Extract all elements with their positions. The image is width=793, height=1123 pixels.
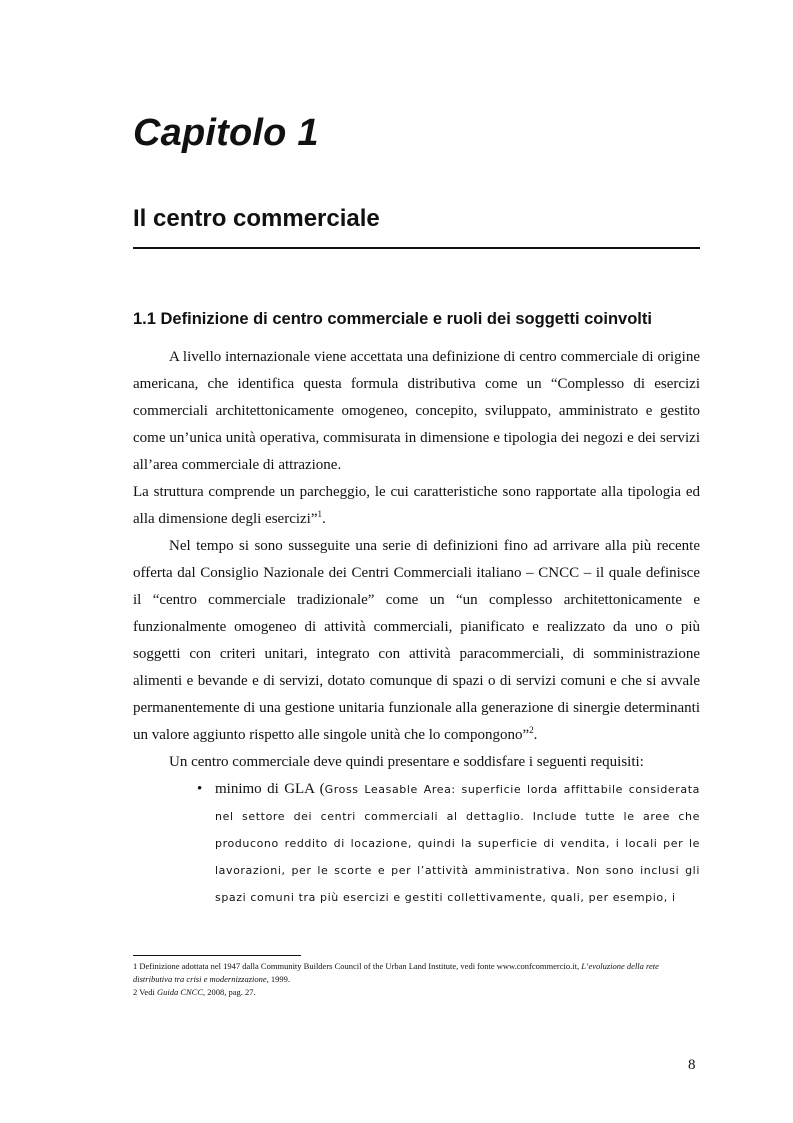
page-number: 8 bbox=[688, 1057, 696, 1073]
requirements-list bbox=[133, 776, 700, 911]
paragraph-2-end: . bbox=[322, 511, 326, 527]
paragraph-2-text: La struttura comprende un parcheggio, le cui caratteristiche sono rapportate alla tipologia ed alla dimensione degli esercizi” bbox=[133, 484, 700, 527]
list-item bbox=[133, 776, 700, 911]
footnotes bbox=[133, 960, 700, 999]
paragraph-3-end: . bbox=[533, 727, 538, 743]
body-text bbox=[133, 344, 700, 911]
footnote-1 bbox=[133, 960, 700, 986]
paragraph-1: A livello internazionale viene accettata una definizione di centro commerciale di origine americana, che identifica questa formula distributiva come un “Complesso di esercizi commerciali architettonicamente omogeneo, concepito, sviluppato, amministrato e gestito come un’unica unità operativa, commisurata in dimensione e tipologia dei negozi e dei servizi all’area commerciale di attrazione. bbox=[133, 349, 700, 473]
footnote-divider bbox=[133, 955, 301, 956]
section-title: 1.1 Definizione di centro commerciale e ruoli dei soggetti coinvolti bbox=[133, 310, 652, 328]
requirement-definition: Gross Leasable Area: superficie lorda affittabile considerata nel settore dei centri commerciali al dettaglio. Include tutte le aree che producono reddito di locazione, quindi la superficie di vendita, i locali per le lavorazioni, per le scorte e per l’attività amministrativa. Non sono inclusi gli spazi comuni tra più esercizi e gestiti collettivamente, quali, per esempio, i bbox=[215, 783, 700, 904]
footnote-1-end: , 1999. bbox=[266, 974, 291, 984]
chapter-divider bbox=[133, 247, 700, 249]
footnote-1-text: 1 Definizione adottata nel 1947 dalla Community Builders Council of the Urban Land Institute, vedi fonte www.confcommercio.it, bbox=[133, 961, 582, 971]
paragraph-3 bbox=[133, 533, 700, 749]
footnote-2-end: , 2008, pag. 27. bbox=[203, 987, 256, 997]
bullet-icon: • bbox=[197, 781, 203, 797]
footnote-ref-2: 2 bbox=[529, 725, 534, 735]
paragraph-2 bbox=[133, 479, 700, 533]
footnote-2-text: 2 Vedi bbox=[133, 987, 157, 997]
chapter-title: Il centro commerciale bbox=[133, 205, 380, 232]
footnote-ref-1: 1 bbox=[317, 509, 323, 519]
chapter-label: Capitolo 1 bbox=[133, 112, 319, 154]
footnote-2-title: Guida CNCC bbox=[156, 987, 203, 997]
paragraph-3-text: Nel tempo si sono susseguite una serie di definizioni fino ad arrivare alla più recente offerta dal Consiglio Nazionale dei Centri Commerciali italiano – CNCC – il quale definisce il “centro commerciale tradizionale” come un “un complesso architettonicamente e funzionalmente omogeneo di attività commerciali, pianificato e realizzato da uno o più soggetti con criteri unitari, integrato con attività paracommerciali, di somministrazione alimenti e bevande e di servizi, dotato comunque di spazi o di servizi comuni e che si avvale permanentemente di una gestione unitaria funzionale alla generazione di sinergie determinanti un valore aggiunto rispetto alle singole unità che lo compongono” bbox=[133, 538, 700, 743]
requirement-term: minimo di GLA ( bbox=[215, 781, 325, 797]
paragraph-4: Un centro commerciale deve quindi presentare e soddisfare i seguenti requisiti: bbox=[169, 754, 644, 770]
footnote-1-title: L’evoluzione della rete distributiva tra crisi e modernizzazione bbox=[133, 961, 659, 984]
footnote-2 bbox=[133, 986, 700, 999]
